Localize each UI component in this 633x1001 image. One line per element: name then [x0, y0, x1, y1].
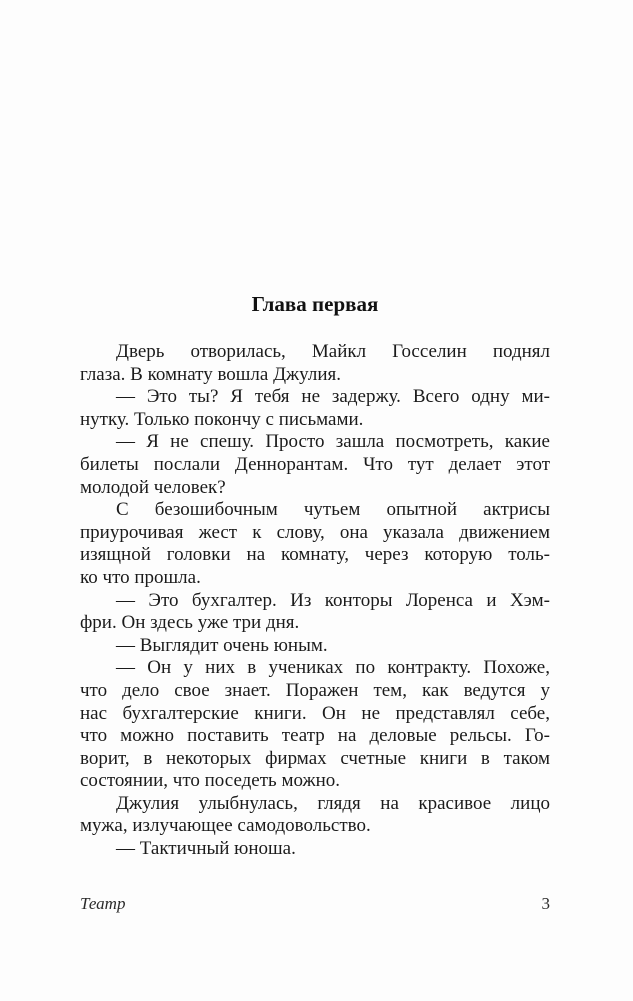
paragraph	[80, 793, 550, 838]
running-title: Театр	[80, 894, 126, 913]
text-line: глаза. В комнату вошла Джулия.	[80, 363, 341, 385]
text-line: С безошибочным чутьем опытной актрисы	[116, 499, 550, 521]
paragraph	[80, 431, 550, 499]
page-content	[80, 292, 550, 861]
text-line: изящной головки на комнату, через которую толь-	[80, 544, 550, 566]
paragraph	[80, 657, 550, 793]
text-line: фри. Он здесь уже три дня.	[80, 612, 300, 634]
paragraph	[80, 499, 550, 589]
text-line: — Выглядит очень юным.	[116, 634, 328, 656]
text-line: — Я не спешу. Просто зашла посмотреть, какие	[116, 431, 550, 453]
text-line: молодой человек?	[80, 476, 226, 498]
paragraph	[80, 341, 550, 386]
paragraph	[80, 838, 550, 861]
text-line: ворит, в некоторых фирмах счетные книги в таком	[80, 747, 550, 769]
paragraph	[80, 590, 550, 635]
text-line: Джулия улыбнулась, глядя на красивое лицо	[116, 792, 550, 814]
text-line: билеты послали Деннорантам. Что тут делает этот	[80, 453, 550, 475]
paragraph	[80, 635, 550, 658]
page-footer	[80, 894, 550, 914]
text-line: нутку. Только покончу с письмами.	[80, 408, 364, 430]
text-line: состоянии, что поседеть можно.	[80, 770, 341, 792]
text-line: нас бухгалтерские книги. Он не представлял себе,	[80, 702, 550, 724]
chapter-title: Глава первая	[251, 292, 379, 316]
body-text	[80, 341, 550, 861]
text-line: приурочивая жест к слову, она указала движением	[80, 521, 550, 543]
text-line: — Он у них в учениках по контракту. Похоже,	[116, 657, 550, 679]
text-line: мужа, излучающее самодовольство.	[80, 815, 371, 837]
text-line: ко что прошла.	[80, 566, 201, 588]
text-line: — Тактичный юноша.	[116, 838, 296, 860]
page-number: 3	[541, 894, 550, 913]
paragraph	[80, 386, 550, 431]
text-line: что можно поставить театр на деловые рельсы. Го-	[80, 725, 550, 747]
text-line: что дело свое знает. Поражен тем, как ведутся у	[80, 679, 550, 701]
text-line: Дверь отворилась, Майкл Госселин поднял	[116, 341, 550, 362]
text-line: — Это бухгалтер. Из конторы Лоренса и Хэм-	[116, 589, 550, 611]
text-line: — Это ты? Я тебя не задержу. Всего одну ми-	[116, 386, 550, 408]
